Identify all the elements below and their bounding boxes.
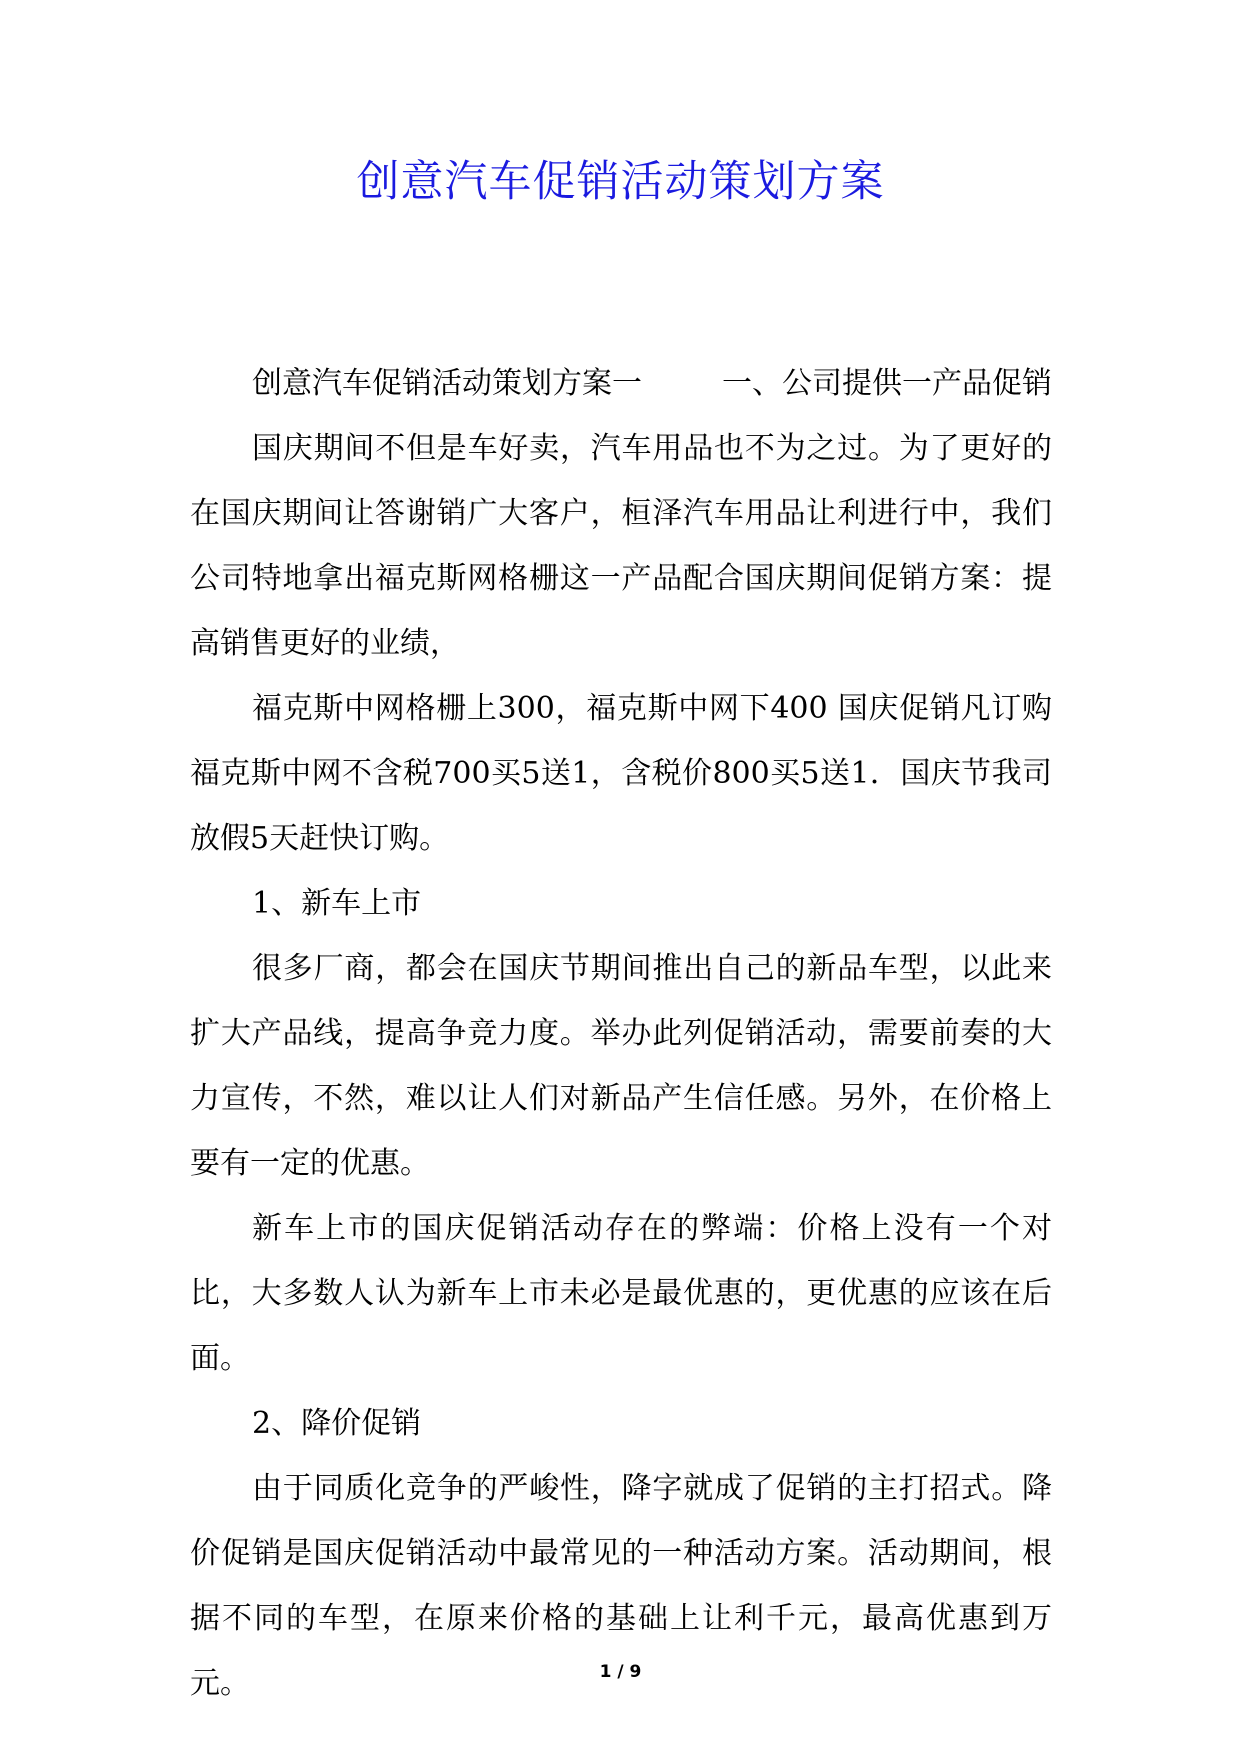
paragraph-new-car-drawback: 新车上市的国庆促销活动存在的弊端：价格上没有一个对比，大多数人认为新车上市未必是最优惠的，更优惠的应该在后面。 — [190, 1211, 1052, 1376]
lead-line — [190, 351, 1052, 416]
lead-plan-title: 创意汽车促销活动策划方案一 — [252, 366, 642, 401]
section-heading-new-car: 1、新车上市 — [252, 886, 422, 921]
document-body — [190, 351, 1052, 1716]
paragraph-price-cut: 由于同质化竞争的严峻性，降字就成了促销的主打招式。降价促销是国庆促销活动中最常见的一种活动方案。活动期间，根据不同的车型，在原来价格的基础上让利千元，最高优惠到万元。 — [190, 1471, 1052, 1701]
document-title: 创意汽车促销活动策划方案 — [356, 157, 885, 207]
lead-section-heading: 一、公司提供一产品促销 — [722, 366, 1052, 401]
section-heading-price-cut: 2、降价促销 — [252, 1406, 422, 1441]
paragraph-pricing: 福克斯中网格栅上300，福克斯中网下400 国庆促销凡订购福克斯中网不含税700买5送1，含税价800买5送1．国庆节我司放假5天赶快订购。 — [190, 691, 1052, 856]
paragraph-intro: 国庆期间不但是车好卖，汽车用品也不为之过。为了更好的在国庆期间让答谢销广大客户，桓泽汽车用品让利进行中，我们公司特地拿出福克斯网格栅这一产品配合国庆期间促销方案：提高销售更好的业绩， — [190, 431, 1052, 661]
paragraph-new-car-intro: 很多厂商，都会在国庆节期间推出自己的新品车型，以此来扩大产品线，提高争竞力度。举办此列促销活动，需要前奏的大力宣传，不然，难以让人们对新品产生信任感。另外，在价格上要有一定的优惠。 — [190, 951, 1052, 1181]
page-number: 1 / 9 — [599, 1662, 642, 1682]
